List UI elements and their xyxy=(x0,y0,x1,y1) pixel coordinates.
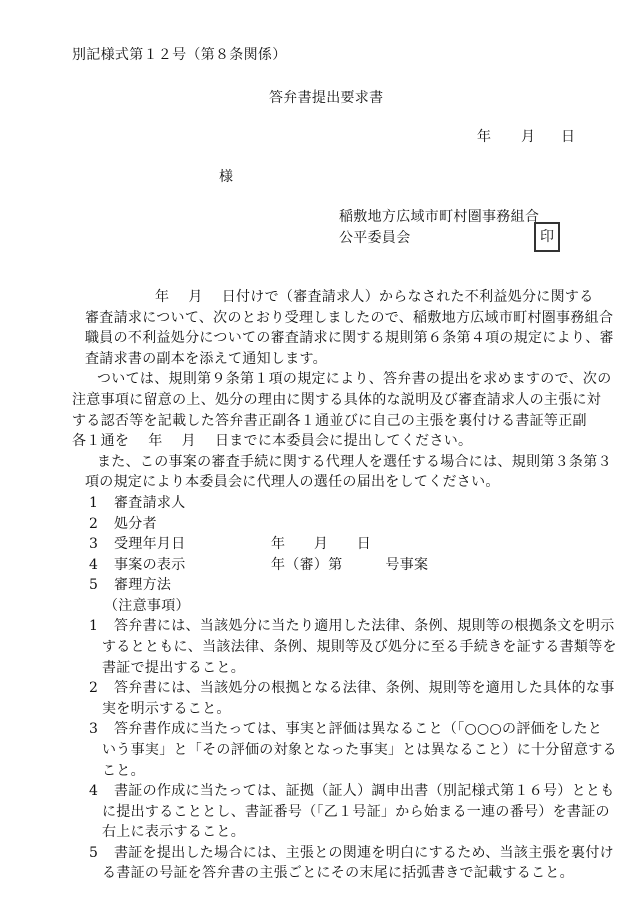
note-number: 3 xyxy=(89,721,99,737)
item-value: 年 月 日 xyxy=(271,536,372,552)
sender-org: 稲敷地方広域市町村圏事務組合 xyxy=(339,209,540,225)
note-line: 答弁書作成に当たっては、事実と評価は異なること（「○○○の評価をしたと xyxy=(114,721,603,737)
item-label: 処分者 xyxy=(114,516,157,532)
note-line: 書証で提出すること。 xyxy=(102,660,245,676)
note-line: る書証の号証を答弁書の主張ごとにその末尾に括弧書きで記載すること。 xyxy=(102,865,574,881)
item-label: 受理年月日 xyxy=(114,536,186,552)
date-year: 年 xyxy=(477,129,492,145)
body-line: 審査請求について、次のとおり受理しましたので、稲敷地方広域市町村圏事務組合 xyxy=(85,310,614,326)
note-line: 答弁書には、当該処分に当たり適用した法律、条例、規則等の根拠条文を明示 xyxy=(114,618,615,634)
body-line: 職員の不利益処分についての審査請求に関する規則第６条第４項の規定により、審 xyxy=(85,330,614,346)
form-number: 別記様式第１２号（第８条関係） xyxy=(72,47,287,63)
addressee-suffix: 様 xyxy=(219,169,234,185)
item-number: 5 xyxy=(89,577,99,593)
body-line: また、この事案の審査手続に関する代理人を選任する場合には、規則第３条第３ xyxy=(97,454,612,470)
item-number: 1 xyxy=(89,495,99,511)
item-number: 4 xyxy=(89,557,99,573)
item-label: 審理方法 xyxy=(114,577,172,593)
sender-committee: 公平委員会 xyxy=(339,230,411,246)
seal-stamp: 印 xyxy=(534,222,560,252)
note-line: するとともに、当該法律、条例、規則等及び処分に至る手続きを証する書類等を xyxy=(102,639,617,655)
body-line: 年 月 日付けで（審査請求人）からなされた不利益処分に関する xyxy=(155,289,594,305)
note-number: 1 xyxy=(89,618,99,634)
item-number: 2 xyxy=(89,516,99,532)
note-line: 答弁書には、当該処分の根拠となる法律、条例、規則等を適用した具体的な事 xyxy=(114,680,615,696)
note-line: 書証を提出した場合には、主張との関連を明白にするため、当該主張を裏付け xyxy=(114,845,614,861)
note-number: 5 xyxy=(89,845,99,861)
document-title: 答弁書提出要求書 xyxy=(269,90,384,106)
item-number: 3 xyxy=(89,536,99,552)
note-number: 4 xyxy=(89,783,99,799)
note-line: 実を明示すること。 xyxy=(102,701,231,717)
note-number: 2 xyxy=(89,680,99,696)
note-line: こと。 xyxy=(102,763,145,779)
date-day: 日 xyxy=(561,129,576,145)
body-line: する認否等を記載した答弁書正副各１通並びに自己の主張を裏付ける書証等正副 xyxy=(72,413,587,429)
note-line: いう事実」と「その評価の対象となった事実」とは異なること）に十分留意する xyxy=(102,742,617,758)
notes-heading: （注意事項） xyxy=(104,598,190,614)
item-value: 年（審）第 号事案 xyxy=(271,557,429,573)
body-line: 各１通を 年 月 日までに本委員会に提出してください。 xyxy=(72,433,473,449)
body-line: 項の規定により本委員会に代理人の選任の届出をしてください。 xyxy=(85,474,500,490)
date-month: 月 xyxy=(521,129,536,145)
body-line: ついては、規則第９条第１項の規定により、答弁書の提出を求めますので、次の xyxy=(97,371,612,387)
note-line: に提出することとし、書証番号（「乙１号証」から始まる一連の番号）を書証の xyxy=(102,804,610,820)
item-label: 事案の表示 xyxy=(114,557,186,573)
body-line: 注意事項に留意の上、処分の理由に関する具体的な説明及び審査請求人の主張に対 xyxy=(72,392,602,408)
note-line: 右上に表示すること。 xyxy=(102,824,245,840)
item-label: 審査請求人 xyxy=(114,495,186,511)
body-line: 査請求書の副本を添えて通知します。 xyxy=(85,351,327,367)
note-line: 書証の作成に当たっては、証拠（証人）調申出書（別記様式第１６号）ととも xyxy=(114,783,615,799)
